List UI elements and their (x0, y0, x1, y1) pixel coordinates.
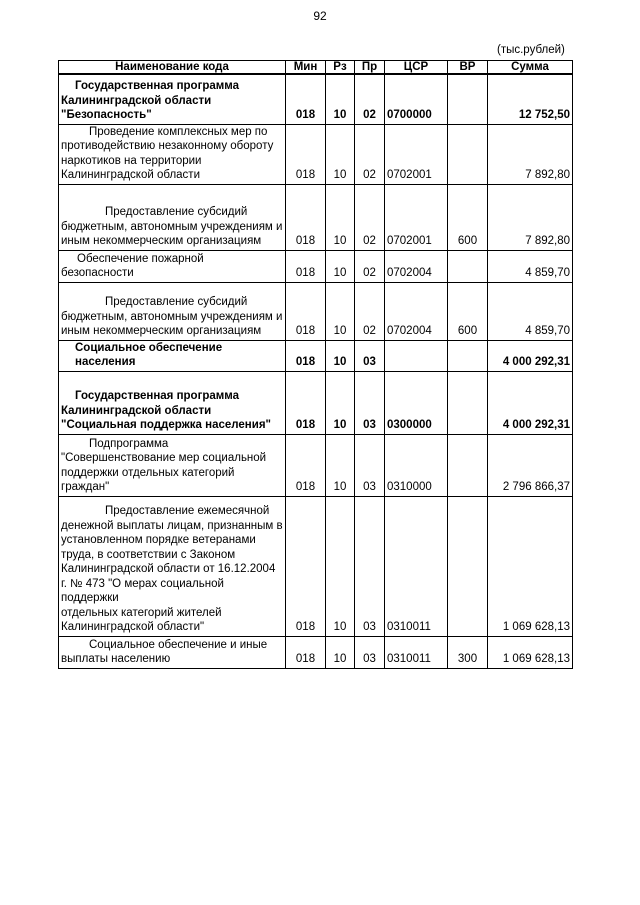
header-rz: Рз (326, 61, 355, 75)
cell-pr: 03 (355, 371, 385, 434)
cell-csr: 0702001 (385, 124, 448, 184)
page-number: 92 (313, 9, 327, 23)
row-name (59, 496, 286, 636)
name-line: бюджетным, автономным учреждениям и (61, 310, 283, 323)
cell-min: 018 (286, 496, 326, 636)
row-name (59, 636, 286, 668)
cell-pr: 02 (355, 184, 385, 250)
cell-rz: 10 (326, 282, 355, 340)
row-name (59, 184, 286, 250)
cell-min: 018 (286, 371, 326, 434)
cell-sum: 4 859,70 (488, 250, 573, 282)
cell-rz: 10 (326, 184, 355, 250)
cell-rz: 10 (326, 371, 355, 434)
name-line: г. № 473 "О мерах социальной поддержки (61, 577, 224, 604)
name-line: установленном порядке ветеранами (61, 534, 256, 546)
row-name (59, 340, 286, 371)
row-name (59, 434, 286, 496)
cell-vr: 600 (448, 282, 488, 340)
cell-csr: 0310011 (385, 496, 448, 636)
cell-rz: 10 (326, 340, 355, 371)
cell-csr: 0700000 (385, 74, 448, 124)
name-line: выплаты населению (61, 653, 171, 665)
name-line: "Безопасность" (61, 109, 152, 121)
table-header-row (59, 61, 573, 75)
cell-sum: 12 752,50 (488, 74, 573, 124)
name-line: Социальное обеспечение и иные (89, 638, 268, 651)
cell-min: 018 (286, 250, 326, 282)
cell-pr: 03 (355, 636, 385, 668)
cell-vr: 300 (448, 636, 488, 668)
name-line: Подпрограмма (89, 437, 169, 450)
cell-min: 018 (286, 74, 326, 124)
cell-csr: 0702004 (385, 250, 448, 282)
cell-csr: 0702001 (385, 184, 448, 250)
header-sum: Сумма (488, 61, 573, 75)
name-line: бюджетным, автономным учреждениям и (61, 220, 283, 233)
cell-vr (448, 340, 488, 371)
units-label: (тыс.рублей) (497, 44, 565, 56)
table-row (59, 636, 573, 668)
name-line: Предоставление субсидий (105, 206, 248, 218)
table-row (59, 184, 573, 250)
cell-sum: 2 796 866,37 (488, 434, 573, 496)
cell-csr: 0310011 (385, 636, 448, 668)
cell-pr: 02 (355, 124, 385, 184)
name-line: безопасности (61, 267, 134, 279)
cell-pr: 03 (355, 496, 385, 636)
cell-vr: 600 (448, 184, 488, 250)
name-line: Предоставление субсидий (105, 296, 248, 308)
table-row (59, 282, 573, 340)
cell-pr: 03 (355, 434, 385, 496)
row-name (59, 74, 286, 124)
row-name (59, 124, 286, 184)
name-line: наркотиков на территории (61, 154, 202, 167)
cell-pr: 02 (355, 250, 385, 282)
table-row (59, 124, 573, 184)
cell-rz: 10 (326, 496, 355, 636)
budget-table (58, 60, 573, 669)
cell-rz: 10 (326, 74, 355, 124)
cell-vr (448, 371, 488, 434)
name-line: Калининградской области (61, 94, 212, 107)
name-line: Государственная программа (75, 80, 240, 92)
table-row (59, 340, 573, 371)
table-row (59, 250, 573, 282)
name-line: "Совершенствование мер социальной (61, 452, 267, 464)
name-line: Обеспечение пожарной (77, 252, 204, 265)
name-line: противодействию незаконному обороту (61, 140, 274, 152)
cell-pr: 03 (355, 340, 385, 371)
name-line: иным некоммерческим организациям (61, 325, 262, 337)
cell-rz: 10 (326, 636, 355, 668)
row-name (59, 371, 286, 434)
cell-rz: 10 (326, 434, 355, 496)
name-line: поддержки отдельных категорий (61, 466, 235, 479)
name-line: Калининградской области от 16.12.2004 (61, 563, 276, 575)
cell-min: 018 (286, 340, 326, 371)
cell-min: 018 (286, 636, 326, 668)
cell-sum: 1 069 628,13 (488, 636, 573, 668)
name-line: труда, в соответствии с Законом (61, 548, 236, 561)
name-line: Калининградской области (61, 169, 200, 181)
cell-sum: 4 859,70 (488, 282, 573, 340)
cell-rz: 10 (326, 250, 355, 282)
name-line: иным некоммерческим организациям (61, 235, 262, 247)
header-name: Наименование кода (59, 61, 286, 75)
cell-sum: 7 892,80 (488, 184, 573, 250)
cell-min: 018 (286, 124, 326, 184)
cell-min: 018 (286, 184, 326, 250)
table-row (59, 434, 573, 496)
name-line: денежной выплаты лицам, признанным в (61, 519, 283, 532)
name-line: отдельных категорий жителей (61, 606, 222, 619)
name-line: "Социальная поддержка населения" (61, 419, 271, 431)
cell-min: 018 (286, 282, 326, 340)
row-name (59, 282, 286, 340)
cell-vr (448, 434, 488, 496)
header-csr: ЦСР (385, 61, 448, 75)
cell-vr (448, 74, 488, 124)
table-row (59, 74, 573, 124)
cell-sum: 4 000 292,31 (488, 340, 573, 371)
cell-sum: 7 892,80 (488, 124, 573, 184)
table-row (59, 496, 573, 636)
header-min: Мин (286, 61, 326, 75)
name-line: Калининградской области" (61, 621, 205, 633)
name-line: граждан" (61, 481, 110, 493)
name-line: Социальное обеспечение населения (75, 341, 223, 368)
cell-csr: 0702004 (385, 282, 448, 340)
cell-csr (385, 340, 448, 371)
name-line: Проведение комплексных мер по (89, 125, 268, 138)
cell-rz: 10 (326, 124, 355, 184)
header-vr: ВР (448, 61, 488, 75)
cell-min: 018 (286, 434, 326, 496)
header-pr: Пр (355, 61, 385, 75)
cell-pr: 02 (355, 74, 385, 124)
cell-pr: 02 (355, 282, 385, 340)
cell-csr: 0300000 (385, 371, 448, 434)
name-line: Калининградской области (61, 404, 212, 417)
name-line: Государственная программа (75, 390, 240, 402)
cell-vr (448, 496, 488, 636)
name-line: Предоставление ежемесячной (105, 505, 270, 517)
cell-sum: 4 000 292,31 (488, 371, 573, 434)
cell-vr (448, 250, 488, 282)
cell-vr (448, 124, 488, 184)
cell-sum: 1 069 628,13 (488, 496, 573, 636)
cell-csr: 0310000 (385, 434, 448, 496)
table-row (59, 371, 573, 434)
row-name (59, 250, 286, 282)
